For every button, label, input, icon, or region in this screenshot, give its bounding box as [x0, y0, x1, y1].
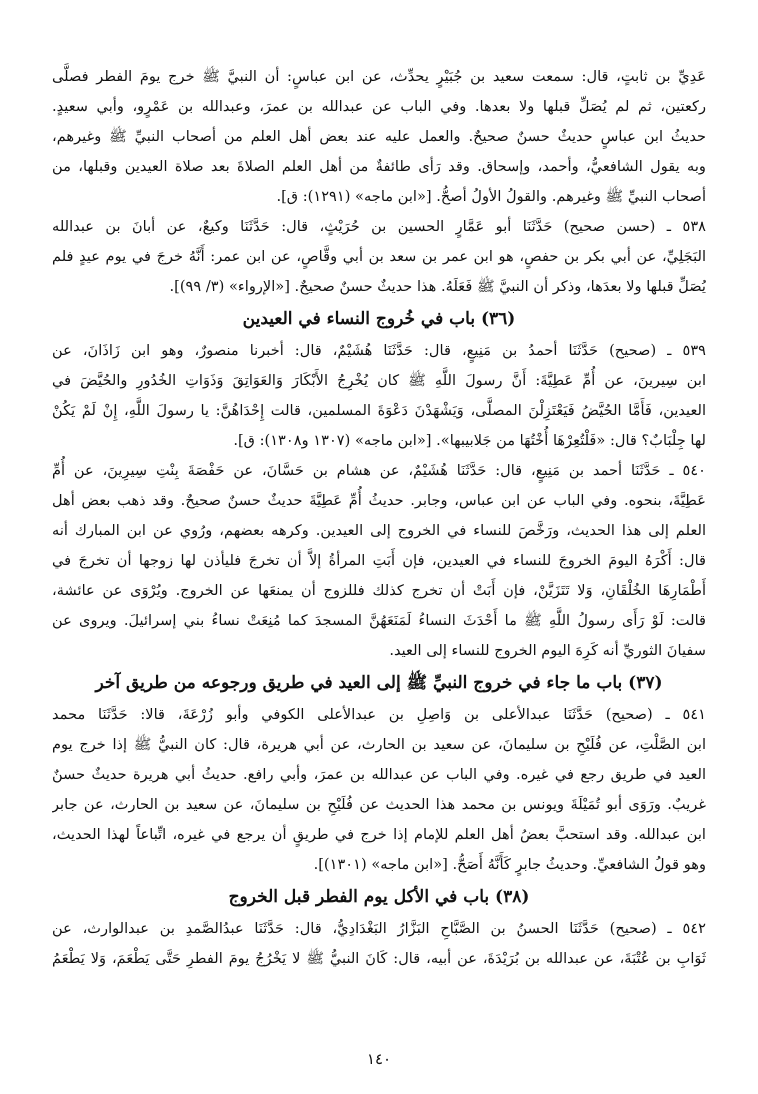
text-line: العيد في طريق رجع في غيره. وفي الباب عن عبدالله بن عمرَ، وأبي رافع. حديثُ أبي هريرة حديثٌ حسنٌ: [52, 766, 706, 783]
paragraph-hadith-541: [52, 700, 706, 880]
chapter-heading-38: (٣٨) باب في الأكل يوم الفطر قبل الخروج: [228, 887, 530, 907]
text-line: العيدين، فَأَمَّا الحُيَّضُ فَيَعْتَزِلْنَ المصلَّى، وَيَشْهَدْنَ دَعْوَةَ المسلمين، قالت إِحْدَاهُنَّ: يا رسولَ اللَّهِ، إِنْ لَمْ يَكُنْ: [52, 402, 706, 419]
text-line: حديثُ ابن عباسٍ حديثٌ حسنٌ صحيحٌ. والعمل عليه عند بعض أهل العلم من أصحاب النبيِّ ﷺ وغيرهم،: [52, 128, 706, 145]
text-line: ابن سِيرينَ، عن أُمِّ عَطِيَّةَ: أَنَّ رسولَ اللَّهِ ﷺ كان يُخْرِجُ الأَبْكَارَ وَالعَوَاتِقَ وَذَوَاتِ الخُدُورِ والحُيَّضَ في: [52, 372, 706, 389]
text-line: البَجَلِيِّ، عن أبي بكر بن حفصٍ، هو ابن عمر بن سعد بن أبي وقَّاصٍ، عن ابن عمر: أَنَّهُ خرجَ في يوم عيدٍ فلم: [52, 248, 706, 265]
text-line: ٥٣٩ ـ (صحيح) حَدَّثَنَا أحمدُ بن مَنِيعٍ، قال: حَدَّثَنَا هُشَيْمٌ، قال: أخبرنا منصورٌ، وهو ابن زَاذَانَ، عن: [52, 342, 706, 359]
paragraph-hadith-542: [52, 914, 706, 974]
text-line: ٥٣٨ ـ (حسن صحيح) حَدَّثَنَا أبو عَمَّارٍ الحسين بن حُرَيْثٍ، قال: حَدَّثَنَا وكيعٌ، عن أبانَ بن عبدالله: [52, 218, 706, 235]
text-line: عَطِيَّةَ، بنحوه. وفي الباب عن ابن عباس، وجابر. حديثُ أُمِّ عَطِيَّةَ حديثٌ حسنٌ صحيحٌ. وقد ذهب بعض أهل: [52, 492, 706, 509]
text-line: أصحاب النبيِّ ﷺ وغيرهم. والقولُ الأولُ أصحُّ. [«ابن ماجه» (١٢٩١): ق].: [276, 188, 706, 205]
text-line: سفيانَ الثوريِّ أنه كَرِهَ اليوم الخروج للنساء إلى العيد.: [389, 642, 706, 659]
paragraph-ibn-abbas-hadith: [52, 62, 706, 212]
text-line: قال: أَكْرَهُ اليومَ الخروجَ للنساء في العيدين، فإن أَبَتِ المرأةُ إلاَّ أن تخرجَ فليأذن لها زوجها أن تخرجَ في: [52, 552, 706, 569]
text-line: ابن عبدالله. وقد استحبَّ بعضُ أهل العلم للإمام إذا خرج في طريقٍ أن يرجع في غيره، اتِّباعاً لهذا الحديث،: [52, 826, 706, 843]
text-line: ركعتين، ثم لم يُصَلِّ قبلها ولا بعدها. وفي الباب عن عبدالله بن عمرَ، وعبدالله بن عَمْرٍو، وأبي سعيدٍ.: [52, 98, 706, 115]
text-line: يُصَلِّ قبلها ولا بعدَها، وذكر أن النبيَّ ﷺ فَعَلَهُ. هذا حديثٌ حسنٌ صحيحٌ. [«الإرواء» (٣/ ٩٩)].: [169, 278, 706, 295]
paragraph-hadith-540: [52, 456, 706, 666]
text-line: ٥٤٠ ـ حَدَّثَنَا أحمد بن مَنِيعٍ، قال: حَدَّثَنَا هُشَيْمٌ، عن هشام بن حَسَّانَ، عن حَفْصَةَ بِنْتِ سِيرِينَ، عن أُمِّ: [52, 462, 706, 479]
text-line: ٥٤٢ ـ (صحيح) حَدَّثَنَا الحسنُ بن الصَّبَّاحِ البَزَّارُ البَغْدَادِيُّ، قال: حَدَّثَنَا عبدُالصَّمدِ بن عبدالوارث، عن: [52, 920, 706, 937]
text-line: العلم إلى هذا الحديث، ورَخَّصَ للنساء في الخروج إلى العيدين. وكرهه بعضهم، ورُوي عن ابن المبارك أنه: [52, 522, 706, 539]
text-line: وبه يقول الشافعيُّ، وأحمد، وإسحاق. وقد رَأى طائفةٌ من أهل العلم الصلاةَ بعد صلاة العيدين وقبلها، من: [52, 158, 706, 175]
text-line: وهو قولُ الشافعيِّ. وحديثُ جابرٍ كَأَنَّهُ أَصَحُّ. [«ابن ماجه» (١٣٠١)].: [313, 856, 706, 873]
text-line: ابن الصَّلْتِ، عن فُلَيْحِ بن سليمانَ، عن سعيد بن الحارث، عن أبي هريرة، قال: كان النبيُّ ﷺ إذا خرج يوم: [52, 736, 706, 753]
page-body: [52, 62, 706, 974]
text-line: عَدِيِّ بن ثابتٍ، قال: سمعت سعيد بن جُبَيْرٍ يحدِّث، عن ابن عباسٍ: أن النبيَّ ﷺ خرج يومَ الفطر فصلَّى: [52, 68, 706, 85]
text-line: غريبٌ. ورَوَى أبو تُمَيْلَةَ ويونس بن محمد هذا الحديث عن فُلَيْحِ بن سليمانَ، عن سعيد بن الحارث، عن جابر: [52, 796, 706, 813]
text-line: أَطْمَارِهَا الخُلْقَانِ، وَلا تَتَزَيَّنْ، فإن أَبَتْ أن تخرج كذلك فللزوج أن يمنعَها عن الخروج. ويُرْوَى عن عائشة،: [52, 582, 706, 599]
text-line: ٥٤١ ـ (صحيح) حَدَّثَنَا عبدالأعلى بن وَاصِلِ بن عبدالأعلى الكوفي وأبو زُرْعَةَ، قالا: حَدَّثَنَا محمد: [52, 706, 706, 723]
text-line: ثَوَابِ بن عُتْبَةَ، عن عبدالله بن بُرَيْدَةَ، عن أبيه، قال: كَانَ النبيُّ ﷺ لا يَخْرُجُ يومَ الفطرِ حَتَّى يَطْعَمَ، وَلا يَطْعَمُ: [52, 950, 706, 967]
text-line: قالت: لَوْ رَأَى رسولُ اللَّهِ ﷺ ما أَحْدَثَ النساءُ لَمَنَعَهُنَّ المسجدَ كما مُنِعَتْ نساءُ بني إسرائيلَ. ويروى عن: [52, 612, 706, 629]
paragraph-hadith-539: [52, 336, 706, 456]
chapter-heading-37: (٣٧) باب ما جاء في خروج النبيِّ ﷺ إلى العيد في طريق ورجوعه من طريق آخر: [95, 673, 663, 693]
page-number: ١٤٠: [366, 1050, 392, 1068]
text-line: لها جِلْبَابٌ؟ قال: «فَلْتُعِرْهَا أُخْتُهَا من جَلابيبها». [«ابن ماجه» (١٣٠٧ و١٣٠٨): ق].: [233, 432, 706, 449]
chapter-heading-36: (٣٦) باب في خُروج النساء في العيدين: [242, 309, 516, 329]
paragraph-hadith-538: [52, 212, 706, 302]
